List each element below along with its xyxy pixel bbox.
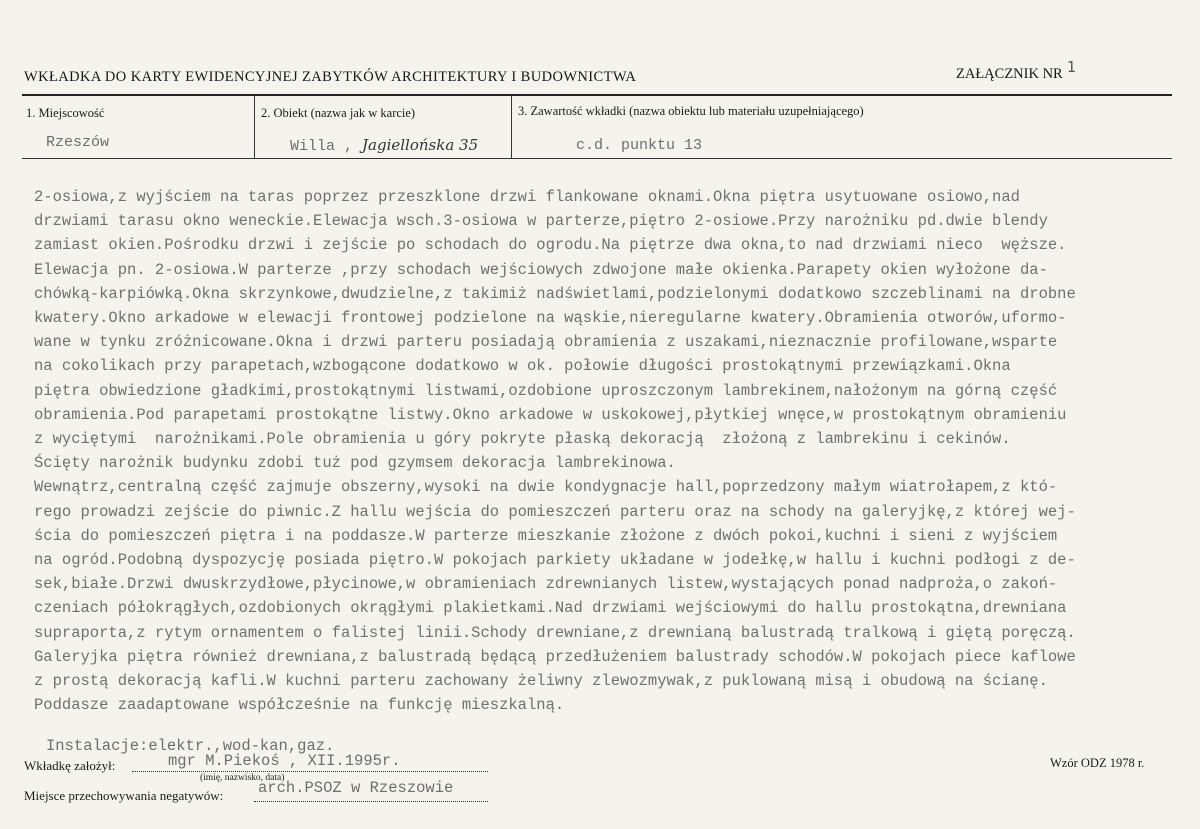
negatives-value: arch.PSOZ w Rzeszowie <box>258 779 454 797</box>
description-line: zamiast okien.Pośrodku drzwi i zejście po schodach do ogrodu.Na piętrze dwa okna,to nad drzwiami nieco węższe. <box>34 236 1067 255</box>
description-line: na ogród.Podobną dyspozycję posiada piętro.W pokojach parkiety układane w jodełkę,w hallu i kuchni podłogi z de- <box>34 551 1076 570</box>
founder-label: Wkładkę założył: <box>24 758 116 773</box>
description-line: sek,białe.Drzwi dwuskrzydłowe,płycinowe,w obramieniach zdrewnianych listew,wystających ponad nadproża,o zakoń- <box>34 575 1058 594</box>
founder-dotted-line <box>132 771 488 772</box>
object-label: 2. Obiekt (nazwa jak w karcie) <box>261 106 416 120</box>
description-line: Galeryjka piętra również drewniana,z balustradą będącą przedłużeniem balustrady schodów.W pokojach piece kaflowe <box>34 647 1076 666</box>
annex-label-group <box>956 58 1076 83</box>
description-line: z prostą dekoracją kafli.W kuchni parteru zachowany żeliwny zlewozmywak,z puklowaną misą i obudową na ścianę. <box>34 672 1048 691</box>
description-line: rego prowadzi zejście do piwnic.Z hallu wejścia do pomieszczeń parteru oraz na schody na galeryjkę,z której wej- <box>34 502 1076 521</box>
description-line: Wewnątrz,centralną część zajmuje obszerny,wysoki na dwie kondygnacje hall,poprzedzony małym wiatrołapem,z któ- <box>34 478 1058 497</box>
founder-value: mgr M.Piekoś , XII.1995r. <box>168 752 401 770</box>
description-text <box>34 185 1174 717</box>
description-line: wane w tynku zróżnicowane.Okna i drzwi parteru posiadają obramienia z uszakami,nieznacznie profilowane,wsparte <box>34 333 1058 352</box>
locality-label: 1. Miejscowość <box>26 106 105 120</box>
description-line: Ścięty narożnik budynku zdobi tuż pod gzymsem dekoracja lambrekinowa. <box>34 454 676 473</box>
form-title: WKŁADKA DO KARTY EWIDENCYJNEJ ZABYTKÓW ARCHITEKTURY I BUDOWNICTWA <box>24 69 637 85</box>
description-line: ścia do pomieszczeń piętra i na poddasze.W parterze mieszkanie złożone z dwóch pokoi,kuchni i sieni z wyjściem <box>34 526 1058 545</box>
content-label: 3. Zawartość wkładki (nazwa obiektu lub materiału uzupełniającego) <box>518 104 864 118</box>
description-line: kwatery.Okno arkadowe w elewacji frontowej podzielone na wąskie,nieregularne kwatery.Obramienia otworów,uformo- <box>34 309 1067 328</box>
header-rule-bottom <box>22 158 1172 159</box>
description-line: drzwiami tarasu okno weneckie.Elewacja wsch.3-osiowa w parterze,piętro 2-osiowe.Przy narożniku pd.dwie blendy <box>34 212 1048 231</box>
founder-hint: (imię, nazwisko, data) <box>200 773 285 783</box>
description-line: piętra obwiedzione gładkimi,prostokątnymi listwami,ozdobione uproszczonym lambrekinem,nałożonym na górną część <box>34 381 1058 400</box>
description-line: supraporta,z rytym ornamentem o falistej linii.Schody drewniane,z drewnianą balustradą tralkową i giętą poręczą. <box>34 623 1076 642</box>
content-value: c.d. punktu 13 <box>576 137 703 154</box>
annex-label: ZAŁĄCZNIK NR <box>956 66 1063 82</box>
annex-number: 1 <box>1066 58 1076 76</box>
installations-line: Instalacje:elektr.,wod-kan,gaz. <box>46 737 335 755</box>
object-value-group <box>290 136 478 155</box>
description-line: obramienia.Pod parapetami prostokątne listwy.Okno arkadowe w uskokowej,płytkiej wnęce,w prostokątnym obramieniu <box>34 405 1067 424</box>
model-label: Wzór ODZ 1978 r. <box>1050 756 1145 770</box>
description-line: chówką-karpiówką.Okna skrzynkowe,dwudzielne,z takimiż nadświetlami,podzielonymi dodatkowo szczeblinami na drobne <box>34 284 1076 303</box>
description-line: czeniach półokrągłych,ozdobionych okrągłymi plakietkami.Nad drzwiami wejściowymi do hallu prostokątna,drewniana <box>34 599 1067 618</box>
field-divider <box>254 96 255 158</box>
locality-value: Rzeszów <box>46 134 110 151</box>
negatives-label: Miejsce przechowywania negatywów: <box>24 788 224 803</box>
description-line: Elewacja pn. 2-osiowa.W parterze ,przy schodach wejściowych zdwojone małe okienka.Parapety okien wyłożone da- <box>34 260 1048 279</box>
negatives-dotted-line <box>254 801 488 802</box>
header-rule-top <box>22 94 1172 96</box>
field-divider <box>511 96 512 158</box>
description-line: z wyciętymi narożnikami.Pole obramienia u góry pokryte płaską dekoracją złożoną z lambrekinu i cekinów. <box>34 430 1011 449</box>
description-line: Poddasze zaadaptowane współcześnie na funkcję mieszkalną. <box>34 696 565 715</box>
description-line: 2-osiowa,z wyjściem na taras poprzez przeszklone drzwi flankowane oknami.Okna piętra usytuowane osiowo,nad <box>34 188 1020 206</box>
object-value: Willa , <box>290 138 354 155</box>
description-line: na cokolikach przy parapetach,wzbogącone dodatkowo w ok. połowie długości prostokątnymi przewiązkami.Okna <box>34 357 1011 376</box>
object-handwritten: Jagiellońska 35 <box>362 136 479 154</box>
